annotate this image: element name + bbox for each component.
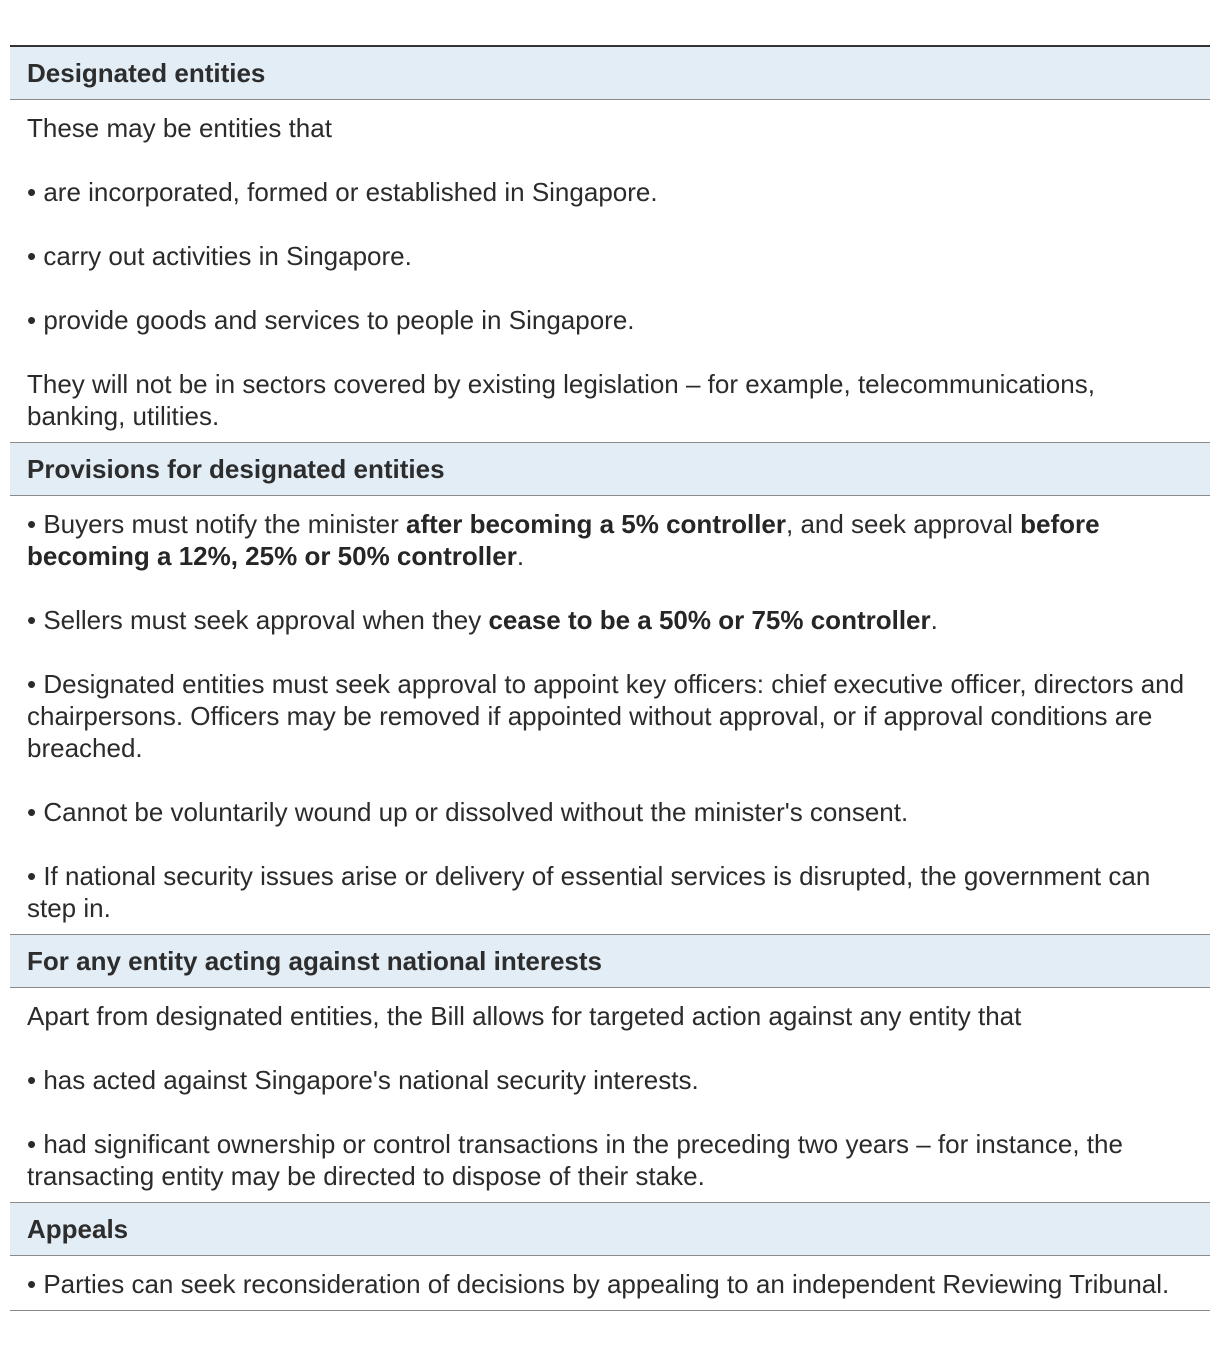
text-run: • has acted against Singapore's national security interests. xyxy=(27,1065,699,1095)
text-run: • Parties can seek reconsideration of decisions by appealing to an independent Reviewing Tribunal. xyxy=(27,1269,1170,1299)
text-run: • Designated entities must seek approval to appoint key officers: chief executive officer, directors and chairpersons. Officers may be removed if appointed without approval, or if approval conditions are breached. xyxy=(27,669,1185,763)
paragraph xyxy=(27,176,1193,208)
bold-text: before becoming a 12%, 25% or 50% controller xyxy=(27,509,1100,571)
paragraph xyxy=(27,1128,1193,1192)
text-run: • Sellers must seek approval when they xyxy=(27,605,489,635)
paragraph xyxy=(27,860,1193,924)
text-run: These may be entities that xyxy=(27,113,332,143)
text-run: . xyxy=(516,541,525,571)
bold-text: after becoming a 5% controller xyxy=(406,509,786,539)
bold-text: cease to be a 50% or 75% controller xyxy=(488,605,931,635)
paragraph xyxy=(27,112,1193,144)
paragraph xyxy=(27,796,1193,828)
text-run: . xyxy=(930,605,938,635)
text-run: • Cannot be voluntarily wound up or dissolved without the minister's consent. xyxy=(27,797,909,827)
paragraph xyxy=(27,604,1193,636)
info-table xyxy=(10,45,1210,1311)
paragraph xyxy=(27,368,1193,432)
paragraph xyxy=(27,240,1193,272)
text-run: • are incorporated, formed or established in Singapore. xyxy=(27,177,658,207)
text-run: , and seek approval xyxy=(786,509,1021,539)
paragraph xyxy=(27,1000,1193,1032)
text-run: • carry out activities in Singapore. xyxy=(27,241,412,271)
section-header: For any entity acting against national interests xyxy=(10,935,1210,988)
text-run: • had significant ownership or control transactions in the preceding two years – for instance, the transacting entity may be directed to dispose of their stake. xyxy=(27,1129,1123,1191)
text-run: They will not be in sectors covered by existing legislation – for example, telecommunications, banking, utilities. xyxy=(27,369,1095,431)
section-body xyxy=(10,100,1210,443)
paragraph xyxy=(27,508,1193,572)
section-body xyxy=(10,1256,1210,1311)
section-header: Designated entities xyxy=(10,47,1210,100)
section-body xyxy=(10,988,1210,1203)
paragraph xyxy=(27,304,1193,336)
text-run: • Buyers must notify the minister xyxy=(27,509,407,539)
text-run: Apart from designated entities, the Bill allows for targeted action against any entity that xyxy=(27,1001,1022,1031)
paragraph xyxy=(27,1064,1193,1096)
section-body xyxy=(10,496,1210,935)
section-header: Provisions for designated entities xyxy=(10,443,1210,496)
text-run: • If national security issues arise or delivery of essential services is disrupted, the government can step in. xyxy=(27,861,1151,923)
paragraph xyxy=(27,668,1193,764)
text-run: • provide goods and services to people in Singapore. xyxy=(27,305,635,335)
section-header: Appeals xyxy=(10,1203,1210,1256)
paragraph xyxy=(27,1268,1193,1300)
